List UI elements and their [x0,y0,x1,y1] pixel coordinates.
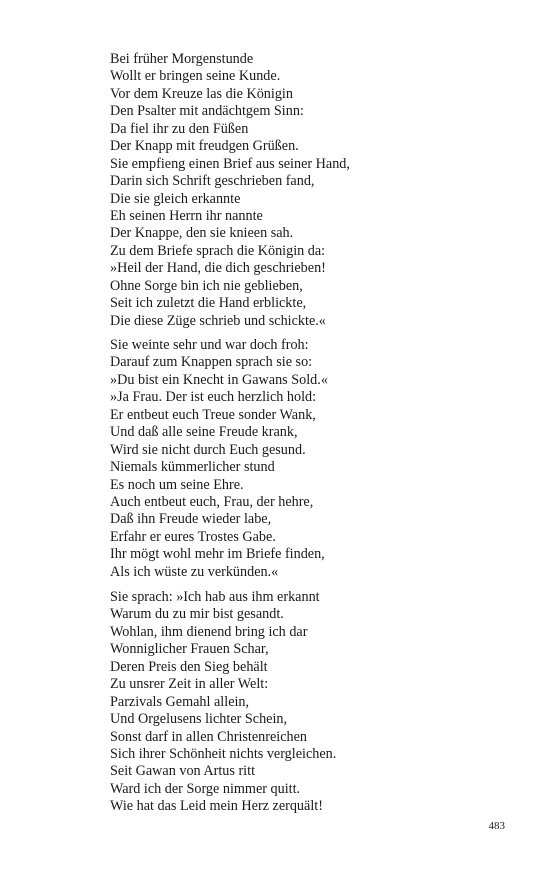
verse-line: Wollt er bringen seine Kunde. [110,68,281,85]
verse-line: Als ich wüste zu verkünden.« [110,563,279,580]
verse-line: Er entbeut euch Treue sonder Wank, [110,406,316,423]
verse-line: Und daß alle seine Freude krank, [110,424,298,441]
verse-line: Es noch um seine Ehre. [110,476,244,493]
verse-line: Den Psalter mit andächtgem Sinn: [110,103,304,120]
verse-line: Wird sie nicht durch Euch gesund. [110,441,306,458]
verse-line: Daß ihn Freude wieder labe, [110,511,272,528]
verse-line: Auch entbeut euch, Frau, der hehre, [110,493,314,510]
verse-line: Darauf zum Knappen sprach sie so: [110,354,313,371]
verse-line: Darin sich Schrift geschrieben fand, [110,173,315,190]
verse-line: Eh seinen Herrn ihr nannte [110,207,263,224]
verse-line: Ihr mögt wohl mehr im Briefe finden, [110,546,325,563]
stanza-1 [110,51,510,330]
verse-line: Wohlan, ihm dienend bring ich dar [110,623,308,640]
verse-line: Ward ich der Sorge nimmer quitt. [110,780,301,797]
verse-line: Seit ich zuletzt die Hand erblickte, [110,295,307,312]
verse-line: Der Knapp mit freudgen Grüßen. [110,138,299,155]
verse-line: »Heil der Hand, die dich geschrieben! [110,260,326,277]
verse-line: Niemals kümmerlicher stund [110,459,275,476]
stanza-3 [110,589,510,816]
verse-line: »Ja Frau. Der ist euch herzlich hold: [110,389,317,406]
verse-line: Sich ihrer Schönheit nichts vergleichen. [110,745,337,762]
verse-line: Zu unsrer Zeit in aller Welt: [110,676,269,693]
verse-line: Zu dem Briefe sprach die Königin da: [110,242,326,259]
verse-line: Da fiel ihr zu den Füßen [110,120,249,137]
verse-line: Sie sprach: »Ich hab aus ihm erkannt [110,589,320,605]
verse-line: Deren Preis den Sieg behält [110,658,268,675]
stanza-2 [110,337,510,581]
verse-line: Vor dem Kreuze las die Königin [110,85,293,102]
verse-line: Wonniglicher Frauen Schar, [110,641,269,658]
verse-line: Die diese Züge schrieb und schickte.« [110,312,326,329]
verse-line: Der Knappe, den sie knieen sah. [110,225,294,242]
verse-line: Erfahr er eures Trostes Gabe. [110,528,276,545]
verse-line: »Du bist ein Knecht in Gawans Sold.« [110,371,328,388]
verse-line: Und Orgelusens lichter Schein, [110,711,288,728]
verse-line: Sie weinte sehr und war doch froh: [110,337,309,353]
verse-line: Bei früher Morgenstunde [110,51,254,67]
verse-line: Wie hat das Leid mein Herz zerquält! [110,798,323,815]
verse-line: Parzivals Gemahl allein, [110,693,250,710]
verse-line: Seit Gawan von Artus ritt [110,763,256,780]
verse-line: Ohne Sorge bin ich nie geblieben, [110,277,303,294]
verse-line: Sonst darf in allen Christenreichen [110,728,307,745]
verse-line: Die sie gleich erkannte [110,190,241,207]
page-number: 483 [488,820,505,832]
verse-line: Sie empfieng einen Brief aus seiner Hand, [110,155,350,172]
verse-line: Warum du zu mir bist gesandt. [110,606,284,623]
